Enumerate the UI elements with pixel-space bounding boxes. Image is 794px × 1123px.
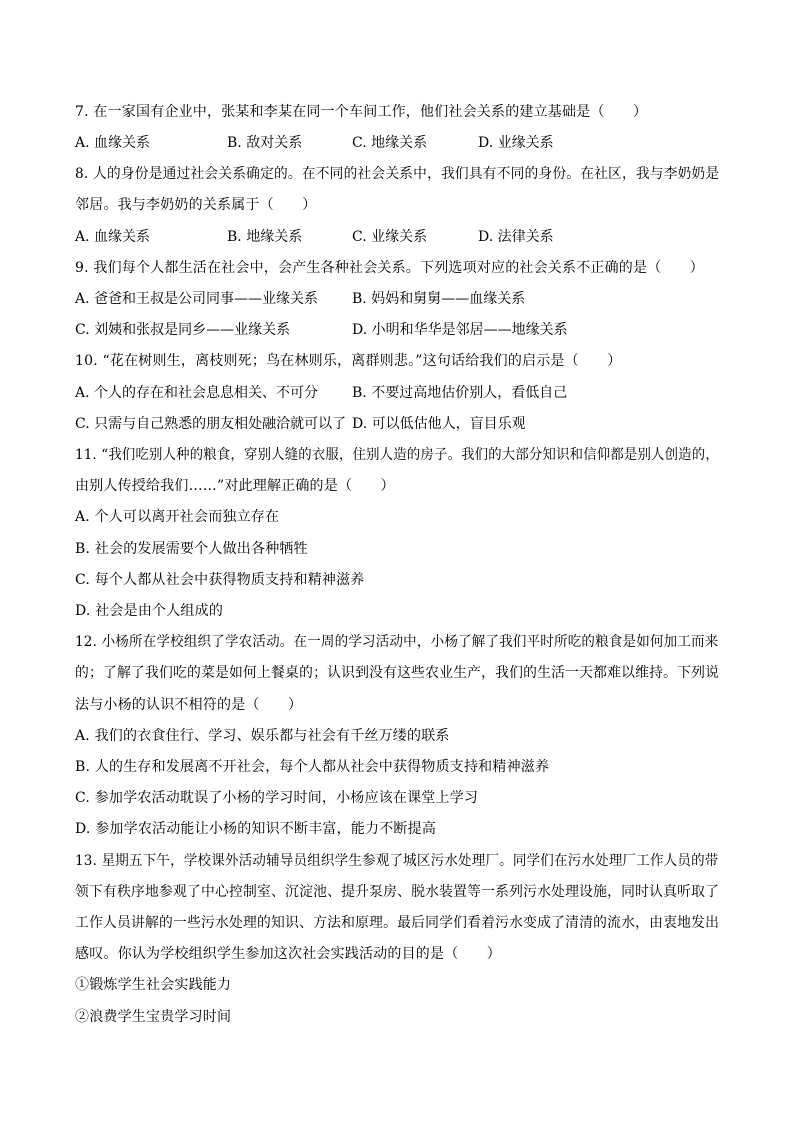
question-13-stem-line-2: 领下有秩序地参观了中心控制室、沉淀池、提升泵房、脱水装置等一系列污水处理设施，同时认真听取了: [75, 884, 720, 900]
question-13-stem-line-1: 13. 星期五下午，学校课外活动辅导员组织学生参观了城区污水处理厂。同学们在污水处理厂工作人员的带: [75, 853, 719, 869]
question-9-option-d: D. 小明和华华是邻居——地缘关系: [352, 322, 568, 338]
question-8-option-d: D. 法律关系: [478, 229, 554, 245]
question-8-options: [75, 227, 715, 247]
question-8-stem-line-1: 8. 人的身份是通过社会关系确定的。在不同的社会关系中，我们具有不同的身份。在社区，我与李奶奶是: [75, 166, 720, 182]
question-11-option-d: D. 社会是由个人组成的: [75, 603, 224, 619]
question-10-option-d: D. 可以低估他人，盲目乐观: [352, 416, 526, 432]
question-11-stem-line-1: 11. “我们吃别人种的粮食，穿别人缝的衣服，住别人造的房子。我们的大部分知识和信仰都是别人创造的，: [75, 447, 719, 463]
question-7-options: [75, 133, 715, 153]
question-13-stem-line-4: 感叹。你认为学校组织学生参加这次社会实践活动的目的是（ ）: [75, 946, 501, 962]
question-9-options-row-2: [75, 320, 715, 340]
question-7-option-a: A. 血缘关系: [75, 135, 151, 151]
question-10-stem-line-1: 10. “花在树则生，离枝则死；鸟在林则乐，离群则悲。”这句话给我们的启示是（ ）: [75, 353, 622, 369]
question-9-option-c: C. 刘姨和张叔是同乡——业缘关系: [75, 322, 291, 338]
question-12-option-b: B. 人的生存和发展离不开社会，每个人都从社会中获得物质支持和精神滋养: [75, 759, 550, 775]
question-10-options-row-1: [75, 383, 715, 403]
question-13-option-2: ②浪费学生宝贵学习时间: [75, 1009, 232, 1025]
question-11-option-b: B. 社会的发展需要个人做出各种牺牲: [75, 541, 308, 557]
question-9-options-row-1: [75, 289, 715, 309]
question-10-option-c: C. 只需与自己熟悉的朋友相处融洽就可以了: [75, 416, 347, 432]
question-7-option-b: B. 敌对关系: [227, 135, 303, 151]
question-12-option-c: C. 参加学农活动耽误了小杨的学习时间，小杨应该在课堂上学习: [75, 790, 479, 806]
question-12-stem-line-2: 的；了解了我们吃的菜是如何上餐桌的；认识到没有这些农业生产，我们的生活一天都难以维持。下列说: [75, 665, 720, 681]
question-11-option-c: C. 每个人都从社会中获得物质支持和精神滋养: [75, 572, 365, 588]
question-9-option-a: A. 爸爸和王叔是公司同事——业缘关系: [75, 291, 319, 307]
question-8-option-b: B. 地缘关系: [227, 229, 303, 245]
question-13-stem-line-3: 工作人员讲解的一些污水处理的知识、方法和原理。最后同学们看着污水变成了清清的流水，由衷地发出: [75, 915, 720, 931]
question-12-stem-line-1: 12. 小杨所在学校组织了学农活动。在一周的学习活动中，小杨了解了我们平时所吃的粮食是如何加工而来: [75, 634, 719, 650]
question-10-option-a: A. 个人的存在和社会息息相关、不可分: [75, 385, 319, 401]
question-7-option-d: D. 业缘关系: [478, 135, 554, 151]
question-9-stem-line-1: 9. 我们每个人都生活在社会中，会产生各种社会关系。下列选项对应的社会关系不正确的是（ ）: [75, 260, 705, 276]
question-12-stem-line-3: 法与小杨的认识不相符的是（ ）: [75, 697, 303, 713]
question-10-option-b: B. 不要过高地估价别人，看低自己: [352, 385, 568, 401]
question-8-stem-line-2: 邻居。我与李奶奶的关系属于（ ）: [75, 197, 317, 213]
question-11-option-a: A. 个人可以离开社会而独立存在: [75, 509, 280, 525]
question-7-stem-line-1: 7. 在一家国有企业中，张某和李某在同一个车间工作，他们社会关系的建立基础是（ ）: [75, 104, 648, 120]
question-9-option-b: B. 妈妈和舅舅——血缘关系: [352, 291, 526, 307]
question-12-option-a: A. 我们的衣食住行、学习、娱乐都与社会有千丝万缕的联系: [75, 728, 450, 744]
question-10-options-row-2: [75, 414, 715, 434]
question-12-option-d: D. 参加学农活动能让小杨的知识不断丰富，能力不断提高: [75, 821, 437, 837]
question-13-option-1: ①锻炼学生社会实践能力: [75, 977, 232, 993]
question-7-option-c: C. 地缘关系: [352, 135, 428, 151]
question-8-option-c: C. 业缘关系: [352, 229, 428, 245]
question-8-option-a: A. 血缘关系: [75, 229, 151, 245]
question-11-stem-line-2: 由别人传授给我们……”对此理解正确的是（ ）: [75, 478, 395, 494]
